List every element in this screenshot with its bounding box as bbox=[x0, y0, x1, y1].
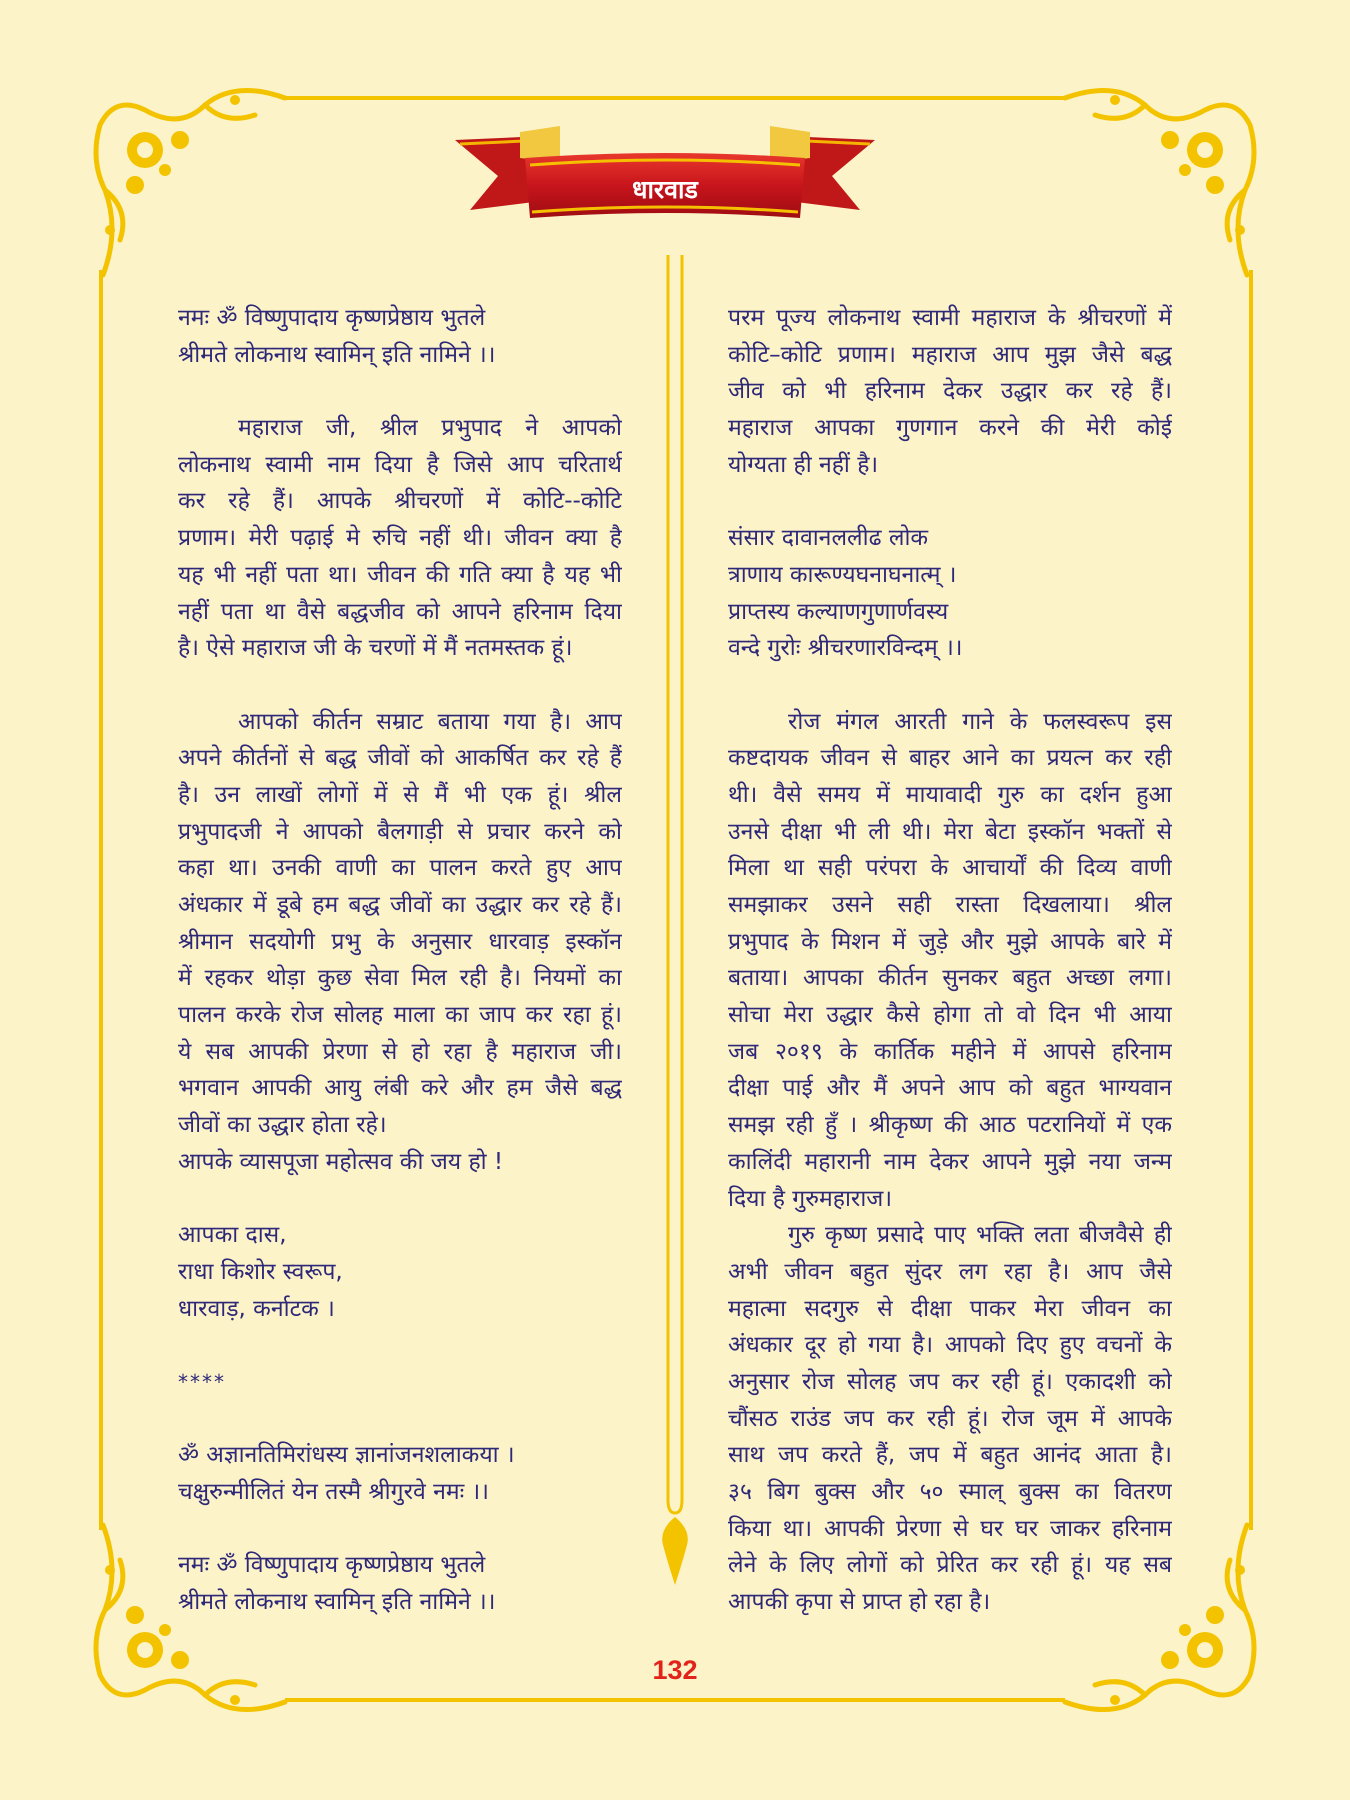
frame-bottom-line bbox=[285, 1698, 1065, 1702]
text-line: थी। वैसे समय में मायावादी गुरु का दर्शन हुआ bbox=[728, 781, 1172, 808]
text-line: महाराज आपका गुणगान करने की मेरी कोई bbox=[728, 415, 1172, 442]
text-line: महाराज जी, श्रील प्रभुपाद ने आपको bbox=[238, 415, 622, 442]
text-line: बताया। आपका कीर्तन सुनकर बहुत अच्छा लगा। bbox=[728, 965, 1172, 992]
text-line: त्राणाय कारूण्यघनाघनात्म् । bbox=[728, 561, 957, 588]
text-line: मिला था सही परंपरा के आचार्यों की दिव्य वाणी bbox=[728, 855, 1172, 882]
verse-block bbox=[178, 1437, 622, 1510]
text-line: कालिंदी महारानी नाम देकर आपने मुझे नया जन्म bbox=[728, 1148, 1172, 1175]
text-line: अंधकार दूर हो गया है। आपको दिए हुए वचनों के bbox=[728, 1332, 1172, 1359]
paragraph bbox=[178, 410, 622, 667]
verse-block bbox=[728, 520, 1172, 667]
text-line: परम पूज्य लोकनाथ स्वामी महाराज के श्रीचरणों में bbox=[728, 305, 1172, 331]
text-line: अपने कीर्तनों से बद्ध जीवों को आकर्षित कर रहे हैं bbox=[178, 745, 622, 772]
text-line: प्रभुपादजी ने आपको बैलगाड़ी से प्रचार करने को bbox=[178, 818, 622, 845]
text-line: धारवाड़, कर्नाटक । bbox=[178, 1295, 335, 1322]
text-line: चक्षुरुन्मीलितं येन तस्मै श्रीगुरवे नमः ।। bbox=[178, 1479, 489, 1505]
text-line: भगवान आपकी आयु लंबी करे और हम जैसे बद्ध bbox=[178, 1075, 622, 1102]
verse-block bbox=[178, 300, 622, 373]
text-line: **** bbox=[178, 1369, 226, 1394]
text-line: कोटि–कोटि प्रणाम। महाराज आप मुझ जैसे बद्ध bbox=[728, 341, 1172, 368]
text-line: कष्टदायक जीवन से बाहर आने का प्रयत्न कर रही bbox=[728, 745, 1172, 772]
blank-line bbox=[178, 667, 622, 704]
text-line: नमः ॐ विष्णुपादाय कृष्णप्रेष्ठाय भुतले bbox=[178, 1552, 486, 1579]
corner-ornament-top-left bbox=[85, 80, 295, 280]
text-line: दीक्षा पाई और मैं अपने आप को बहुत भाग्यवान bbox=[728, 1075, 1172, 1102]
text-line: गुरु कृष्ण प्रसादे पाए भक्ति लता बीजवैसे ही bbox=[788, 1222, 1172, 1249]
text-line: कर रहे हैं। आपके श्रीचरणों में कोटि--कोटि bbox=[178, 488, 622, 515]
column-divider bbox=[655, 255, 695, 1585]
text-line: ३५ बिग बुक्स और ५० स्माल् बुक्स का वितरण bbox=[728, 1479, 1172, 1505]
blank-line bbox=[178, 1181, 622, 1218]
blank-line bbox=[178, 373, 622, 410]
text-line: अंधकार में डूबे हम बद्ध जीवों का उद्धार कर रहे हैं। bbox=[178, 892, 622, 918]
text-line: में रहकर थोड़ा कुछ सेवा मिल रही है। नियमों का bbox=[178, 965, 622, 992]
blank-line bbox=[178, 1327, 622, 1364]
text-line: समझाकर उसने सही रास्ता दिखलाया। श्रील bbox=[728, 892, 1172, 918]
text-line: आपके व्यासपूजा महोत्सव की जय हो ! bbox=[178, 1148, 504, 1175]
text-line: श्रीमान सदयोगी प्रभु के अनुसार धारवाड़ इस्कॉन bbox=[178, 928, 622, 955]
text-line: योग्यता ही नहीं है। bbox=[728, 451, 879, 478]
text-line: आपकी कृपा से प्राप्त हो रहा है। bbox=[728, 1589, 991, 1616]
paragraph bbox=[728, 300, 1172, 483]
text-line: प्रभुपाद के मिशन में जुड़े और मुझे आपके बारे में bbox=[728, 928, 1172, 955]
text-line: प्रणाम। मेरी पढ़ाई मे रुचि नहीं थी। जीवन क्या है bbox=[178, 525, 622, 552]
verse-block bbox=[178, 1144, 622, 1181]
paragraph bbox=[728, 1217, 1172, 1621]
text-line: दिया है गुरुमहाराज। bbox=[728, 1185, 893, 1212]
text-line: ॐ अज्ञानतिमिरांधस्य ज्ञानांजनशलाकया । bbox=[178, 1442, 515, 1469]
text-line: जीवों का उद्धार होता रहे। bbox=[178, 1112, 387, 1139]
text-line: जब २०१९ के कार्तिक महीने में आपसे हरिनाम bbox=[728, 1038, 1172, 1065]
blank-line bbox=[728, 667, 1172, 704]
text-line: संसार दावानललीढ लोक bbox=[728, 525, 929, 552]
frame-top-line bbox=[285, 96, 1065, 100]
text-line: लोकनाथ स्वामी नाम दिया है जिसे आप चरितार्थ bbox=[178, 451, 622, 478]
text-line: वन्दे गुरोः श्रीचरणारविन्दम् ।। bbox=[728, 635, 963, 662]
verse-block bbox=[178, 1217, 622, 1327]
text-line: नहीं पता था वैसे बद्धजीव को आपने हरिनाम दिया bbox=[178, 598, 622, 625]
text-line: चौंसठ राउंड जप कर रही हूं। रोज जूम में आपके bbox=[728, 1405, 1172, 1432]
text-line: ये सब आपकी प्रेरणा से हो रहा है महाराज जी। bbox=[178, 1038, 622, 1065]
text-line: महात्मा सदगुरु से दीक्षा पाकर मेरा जीवन का bbox=[728, 1295, 1172, 1322]
text-line: लेने के लिए लोगों को प्रेरित कर रही हूं। यह सब bbox=[728, 1552, 1172, 1579]
text-line: सोचा मेरा उद्धार कैसे होगा तो वो दिन भी आया bbox=[728, 1002, 1172, 1029]
paragraph bbox=[728, 704, 1172, 1218]
separator-stars bbox=[178, 1364, 622, 1401]
text-line: उनसे दीक्षा भी ली थी। मेरा बेटा इस्कॉन भक्तों से bbox=[728, 818, 1172, 845]
page-title: धारवाड bbox=[632, 175, 698, 204]
text-line: किया था। आपकी प्रेरणा से घर घर जाकर हरिनाम bbox=[728, 1515, 1172, 1542]
blank-line bbox=[178, 1401, 622, 1438]
text-line: श्रीमते लोकनाथ स्वामिन् इति नामिने ।। bbox=[178, 1589, 496, 1616]
frame-right-line bbox=[1249, 270, 1253, 1530]
text-line: आपको कीर्तन सम्राट बताया गया है। आप bbox=[238, 708, 622, 735]
text-line: नमः ॐ विष्णुपादाय कृष्णप्रेष्ठाय भुतले bbox=[178, 305, 486, 331]
text-line: श्रीमते लोकनाथ स्वामिन् इति नामिने ।। bbox=[178, 341, 496, 368]
text-line: प्राप्तस्य कल्याणगुणार्णवस्य bbox=[728, 598, 949, 625]
blank-line bbox=[178, 1511, 622, 1548]
frame-left-line bbox=[99, 270, 103, 1530]
text-line: है। ऐसे महाराज जी के चरणों में मैं नतमस्तक हूं। bbox=[178, 635, 573, 662]
right-column bbox=[728, 300, 1172, 1621]
text-line: है। उन लाखों लोगों में से मैं भी एक हूं। श्रील bbox=[178, 781, 622, 808]
text-line: पालन करके रोज सोलह माला का जाप कर रहा हूं। bbox=[178, 1002, 622, 1029]
text-line: साथ जप करते हैं, जप में बहुत आनंद आता है। bbox=[728, 1442, 1172, 1469]
paragraph bbox=[178, 704, 622, 1144]
text-line: जीव को भी हरिनाम देकर उद्धार कर रहे हैं। bbox=[728, 378, 1172, 405]
text-line: रोज मंगल आरती गाने के फलस्वरूप इस bbox=[788, 708, 1172, 735]
text-line: अभी जीवन बहुत सुंदर लग रहा है। आप जैसे bbox=[728, 1258, 1172, 1285]
corner-ornament-top-right bbox=[1055, 80, 1265, 280]
blank-line bbox=[728, 483, 1172, 520]
text-line: राधा किशोर स्वरूप, bbox=[178, 1258, 343, 1285]
left-column bbox=[178, 300, 622, 1621]
text-line: आपका दास, bbox=[178, 1222, 287, 1249]
text-line: अनुसार रोज सोलह जप कर रही हूं। एकादशी को bbox=[728, 1368, 1172, 1395]
verse-block bbox=[178, 1547, 622, 1620]
text-line: कहा था। उनकी वाणी का पालन करते हुए आप bbox=[178, 855, 622, 882]
text-line: यह भी नहीं पता था। जीवन की गति क्या है यह भी bbox=[178, 561, 622, 588]
page-number: 132 bbox=[652, 1655, 698, 1685]
text-line: समझ रही हुँ । श्रीकृष्ण की आठ पटरानियों में एक bbox=[728, 1112, 1172, 1139]
